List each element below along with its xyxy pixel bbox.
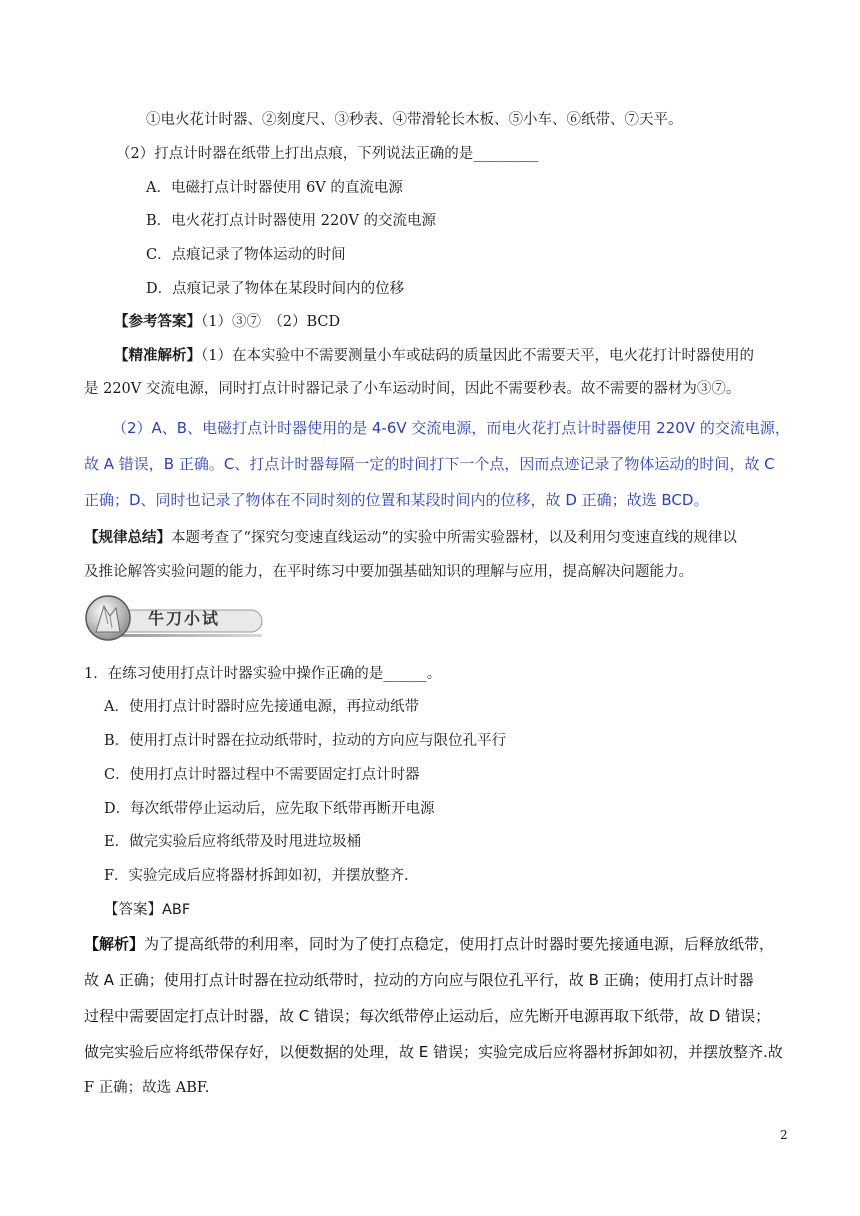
exercise-option-f: F．实验完成后应将器材拆卸如初，并摆放整齐. — [104, 868, 409, 884]
analysis-text-1: （1）在本实验中不需要测量小车或砝码的质量因此不需要天平，电火花打计时器使用的 — [201, 348, 754, 364]
exercise-analysis-text-1: 为了提高纸带的利用率，同时为了使打点稳定，使用打点计时器时要先接通电源，后释放纸带， — [144, 935, 775, 953]
analysis-line-1 — [114, 346, 754, 366]
exercise-analysis-4: 做完实验后应将纸带保存好，以便数据的处理，故 E 错误；实验完成后应将器材拆卸如初，并摆放整齐.故 — [84, 1043, 783, 1061]
exercise-option-d: D．每次纸带停止运动后，应先取下纸带再断开电源 — [104, 801, 435, 817]
summary-label: 【规律总结】 — [84, 529, 171, 546]
exercise-answer: 【答案】ABF — [104, 902, 191, 918]
exercise-question: 1．在练习使用打点计时器实验中操作正确的是______。 — [84, 666, 442, 682]
analysis-line-2: 是 220V 交流电源，同时打点计时器记录了小车运动时间，因此不需要秒表。故不需要的器材为③⑦。 — [84, 381, 741, 397]
analysis-blue-3: 正确；D、同时也记录了物体在不同时刻的位置和某段时间内的位移，故 D 正确；故选 BCD。 — [84, 491, 709, 509]
exercise-option-a: A．使用打点计时器时应先接通电源，再拉动纸带 — [104, 699, 419, 715]
page-number: 2 — [780, 1128, 788, 1142]
option-a: A．电磁打点计时器使用 6V 的直流电源 — [146, 180, 403, 196]
exercise-analysis-label: 【解析】 — [84, 935, 145, 953]
option-b: B．电火花打点计时器使用 220V 的交流电源 — [146, 213, 437, 229]
exercise-analysis-3: 过程中需要固定打点计时器，故 C 错误；每次纸带停止运动后，应先断开电源再取下纸带，故 D 错误； — [84, 1007, 771, 1025]
summary-line-2: 及推论解答实验问题的能力，在平时练习中要加强基础知识的理解与应用，提高解决问题能力。 — [84, 564, 693, 580]
analysis-blue-2: 故 A 错误，B 正确。C、打点计时器每隔一定的时间打下一个点，因而点迹记录了物体运动的时间，故 C — [84, 455, 775, 473]
exercise-option-c: C．使用打点计时器过程中不需要固定打点计时器 — [104, 767, 420, 783]
exercise-option-e: E．做完实验后应将纸带及时甩进垃圾桶 — [104, 834, 362, 850]
analysis-blue-1: （2）A、B、电磁打点计时器使用的是 4-6V 交流电源，而电火花打点计时器使用 220V 的交流电源， — [112, 419, 790, 437]
exercise-analysis-5: F 正确；故选 ABF. — [84, 1080, 210, 1096]
question-2: （2）打点计时器在纸带上打出点痕，下列说法正确的是_________ — [116, 146, 539, 162]
analysis-label: 【精准解析】 — [114, 347, 201, 364]
section-banner — [82, 594, 266, 642]
reference-answer — [114, 312, 340, 332]
reference-answer-label: 【参考答案】 — [114, 313, 201, 330]
exercise-analysis-1 — [84, 934, 774, 954]
option-d: D．点痕记录了物体在某段时间内的位移 — [146, 281, 405, 297]
reference-answer-text: （1）③⑦ （2）BCD — [201, 314, 341, 330]
equipment-list: ①电火花计时器、②刻度尺、③秒表、④带滑轮长木板、⑤小车、⑥纸带、⑦天平。 — [146, 112, 683, 128]
exercise-analysis-2: 故 A 正确；使用打点计时器在拉动纸带时，拉动的方向应与限位孔平行，故 B 正确；使用打点计时器 — [84, 971, 754, 989]
summary-text-1: 本题考查了“探究匀变速直线运动”的实验中所需实验器材，以及利用匀变速直线的规律以 — [171, 530, 737, 546]
option-c: C．点痕记录了物体运动的时间 — [146, 247, 346, 263]
exercise-option-b: B．使用打点计时器在拉动纸带时，拉动的方向应与限位孔平行 — [104, 733, 507, 749]
summary-line-1 — [84, 528, 737, 548]
section-banner-title: 牛刀小试 — [148, 609, 221, 628]
